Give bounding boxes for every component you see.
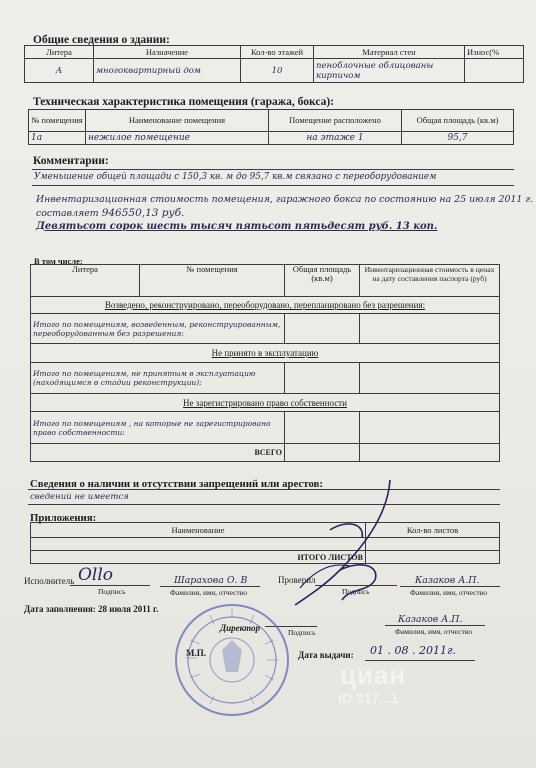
comments-text: Уменьшение общей площади с 150,3 кв. м до 95,7 кв.м связано с переоборудованием [32, 169, 514, 186]
th-inc-room: № помещения [140, 265, 285, 297]
building-wear [465, 59, 524, 83]
room-no: 1а [29, 132, 86, 145]
th-inc-litera: Литера [31, 265, 140, 297]
inc-grand-total: ВСЕГО [31, 444, 285, 462]
th-litera: Литера [25, 46, 94, 59]
director-name: Казаков А.П. [398, 614, 463, 625]
cost-prefix: составляет [36, 208, 99, 219]
th-wear: Износ(% [465, 46, 524, 59]
inc-total3: Итого по помещениям , на которые не зарегистрировано право собственности: [31, 412, 285, 444]
inc-grand-area [285, 444, 360, 462]
inc-total3-cost [360, 412, 500, 444]
inc-total2-area [285, 363, 360, 394]
th-walls: Материал стен [314, 46, 465, 59]
executor-podpis: Подпись [98, 587, 126, 596]
inc-total1: Итого по помещениям, возведенным, реконструированным, переоборудованным без разрешения: [31, 314, 285, 344]
director-fio: Фамилия, имя, отчество [395, 627, 472, 636]
inc-section2: Не принято в эксплуатацию [31, 344, 500, 363]
cost-line1: Инвентаризационная стоимость помещения, гаражного бокса по состоянию на 25 июля 2011 г. [36, 194, 534, 205]
including-table [30, 264, 500, 462]
checked-label: Проверил [278, 575, 316, 585]
watermark-brand: циан [340, 660, 407, 690]
th-room-name: Наименование помещения [86, 110, 269, 132]
watermark-code: ID 317...1 [338, 690, 399, 706]
inc-total1-cost [360, 314, 500, 344]
th-room-area: Общая площадь (кв.м) [402, 110, 514, 132]
executor-name: Шарахова О. В [174, 575, 248, 586]
fill-date: Дата заполнения: 28 июля 2011 г. [24, 604, 159, 614]
inc-total2-cost [360, 363, 500, 394]
att-total: ИТОГО ЛИСТОВ [31, 551, 366, 564]
mp-label: М.П. [186, 648, 206, 658]
inc-section1: Возведено, реконструировано, переоборудовано, перепланировано без разрешения: [31, 297, 500, 314]
room-area: 95,7 [402, 132, 514, 145]
th-room-location: Помещение расположено [269, 110, 402, 132]
checked-fio: Фамилия, имя, отчество [410, 588, 487, 597]
director-podpis: Подпись [288, 628, 316, 637]
premises-table [28, 109, 514, 145]
th-room-no: № помещения [29, 110, 86, 132]
building-litera: А [25, 59, 94, 83]
th-purpose: Назначение [94, 46, 241, 59]
inc-grand-cost [360, 444, 500, 462]
premises-title: Техническая характеристика помещения (гаража, бокса): [33, 96, 334, 108]
room-location: на этаже 1 [269, 132, 402, 145]
inc-section3: Не зарегистрировано право собственности [31, 394, 500, 412]
inc-total1-area [285, 314, 360, 344]
checked-name: Казаков А.П. [415, 575, 480, 586]
th-att-name: Наименование [31, 523, 366, 538]
building-table [24, 45, 524, 83]
checked-podpis: Подпись [342, 587, 370, 596]
building-title: Общие сведения о здании: [33, 34, 170, 46]
cost-line2 [36, 207, 184, 219]
issue-label: Дата выдачи: [298, 650, 354, 660]
th-floors: Кол-во этажей [241, 46, 314, 59]
th-att-sheets: Кол-во листов [366, 523, 500, 538]
attachments-table [30, 522, 500, 564]
inc-total3-area [285, 412, 360, 444]
attachments-title: Приложения: [30, 512, 97, 524]
th-inc-cost: Инвентаризационная стоимость в ценах на дату составления паспорта (руб) [360, 265, 500, 297]
inspector-signature [270, 470, 420, 620]
arrests-title: Сведения о наличии и отсутствии запрещений или арестов: [30, 478, 323, 490]
issue-value: 01 . 08 . 2011г. [370, 644, 457, 657]
including-title: В том числе: [34, 256, 83, 266]
arrests-text: сведений не имеется [28, 489, 500, 505]
executor-label: Исполнитель [24, 576, 75, 586]
director-label: Директор [220, 623, 260, 633]
building-walls: пеноблочные облицованы кирпичом [314, 59, 465, 83]
th-inc-area: Общая площадь (кв.м) [285, 265, 360, 297]
cost-value: 946550,13 руб. [101, 207, 185, 219]
executor-fio: Фамилия, имя, отчество [170, 588, 247, 597]
room-name: нежилое помещение [86, 132, 269, 145]
comments-title: Комментарии: [33, 155, 109, 167]
building-floors: 10 [241, 59, 314, 83]
executor-signature: Оllо [78, 565, 114, 585]
inc-total2: Итого по помещениям, не принятым в эксплуатацию (находящимся в стадии реконструкции): [31, 363, 285, 394]
cost-words: Девятьсот сорок шесть тысяч пятьсот пятьдесят руб. 13 коп. [36, 221, 438, 232]
building-purpose: многоквартирный дом [94, 59, 241, 83]
